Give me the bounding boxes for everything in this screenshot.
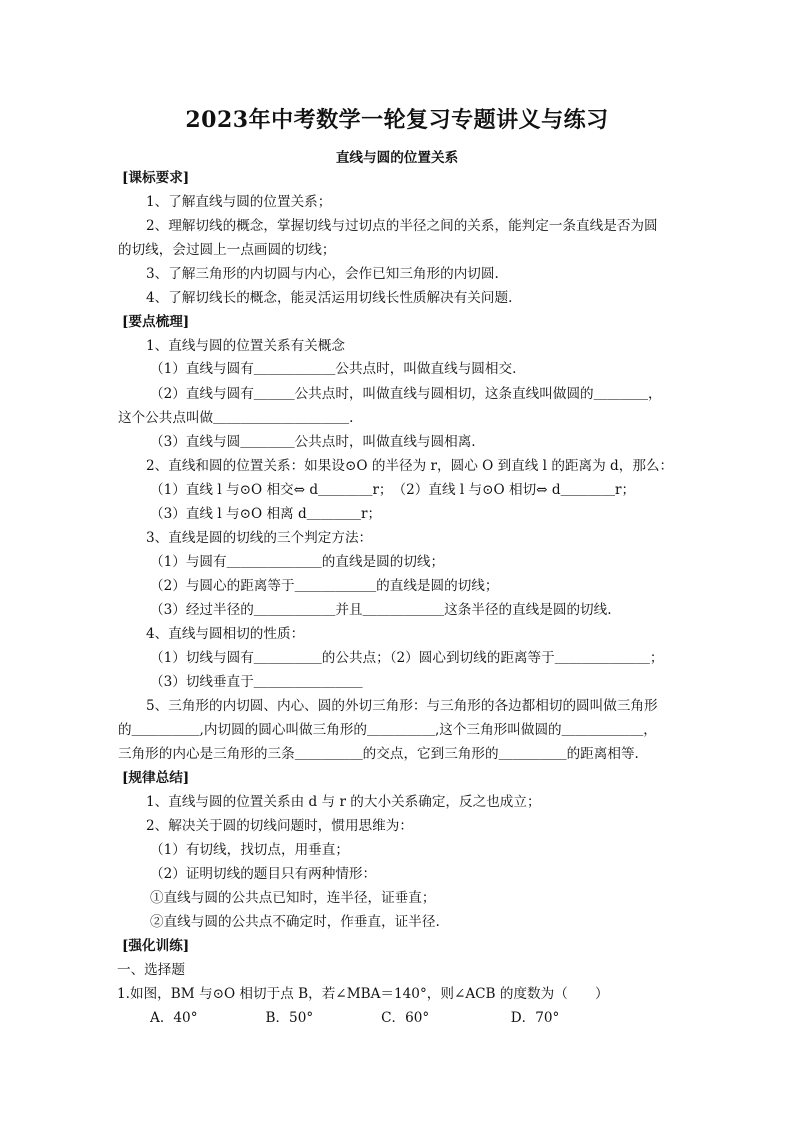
text-line: （1）直线 l 与⊙O 相交⇔ d＿＿＿＿r； （2）直线 l 与⊙O 相切⇔ d＿＿＿＿r； [150, 482, 636, 498]
text-line: （1）切线与圆有＿＿＿＿＿的公共点；（2）圆心到切线的距离等于＿＿＿＿＿＿＿； [150, 650, 664, 666]
document-subtitle: 直线与圆的位置关系 [335, 150, 459, 166]
text-line: 4、了解切线长的概念，能灵活运用切线长性质解决有关问题. [146, 290, 513, 306]
text-line: （1）直线与圆有＿＿＿＿＿＿公共点时，叫做直线与圆相交. [150, 361, 517, 377]
text-line: （1）有切线，找切点，用垂直； [150, 842, 349, 858]
text-line: 三角形的内心是三角形的三条＿＿＿＿＿的交点，它到三角形的＿＿＿＿＿的距离相等. [118, 746, 639, 762]
text-line: 5、三角形的内切圆、内心、圆的外切三角形：与三角形的各边都相切的圆叫做三角形 [146, 698, 658, 714]
text-line: 1、直线与圆的位置关系有关概念 [146, 338, 345, 354]
text-line: （2）与圆心的距离等于＿＿＿＿＿＿的直线是圆的切线； [150, 578, 499, 594]
text-line: 2、解决关于圆的切线问题时，惯用思维为： [146, 818, 413, 834]
section-heading-practice: [强化训练] [122, 938, 190, 954]
text-line: 的＿＿＿＿＿,内切圆的圆心叫做三角形的＿＿＿＿＿,这个三角形叫做圆的＿＿＿＿＿＿， [118, 722, 657, 738]
text-line: （3）直线与圆＿＿＿＿公共点时，叫做直线与圆相离. [150, 434, 476, 450]
section-heading-key-points: [要点梳理] [122, 314, 190, 330]
text-line: （1）与圆有＿＿＿＿＿＿＿的直线是圆的切线； [150, 554, 445, 570]
text-line: （2）直线与圆有＿＿＿公共点时，叫做直线与圆相切，这条直线叫做圆的＿＿＿＿， [150, 386, 662, 402]
text-line: 一、选择题 [117, 962, 185, 978]
question-1-stem: 1.如图，BM 与⊙O 相切于点 B，若∠MBA＝140°，则∠ACB 的度数为（ ） [117, 986, 609, 1002]
text-line: 1、了解直线与圆的位置关系； [146, 194, 332, 210]
document-title: 2023年中考数学一轮复习专题讲义与练习 [185, 107, 609, 133]
text-line: 1、直线与圆的位置关系由 d 与 r 的大小关系确定，反之也成立； [146, 794, 541, 810]
text-line: （2）证明切线的题目只有两种情形： [150, 866, 377, 882]
section-heading-curriculum: [课标要求] [122, 170, 190, 186]
text-line: 这个公共点叫做＿＿＿＿＿＿＿＿＿＿. [118, 410, 354, 426]
text-line: （3）直线 l 与⊙O 相离 d＿＿＿＿r； [150, 506, 382, 522]
text-line: 3、直线是圆的切线的三个判定方法： [146, 530, 373, 546]
text-line: （3）切线垂直于＿＿＿＿＿＿＿＿ [150, 674, 363, 690]
section-heading-summary: [规律总结] [122, 770, 190, 786]
text-line: ①直线与圆的公共点已知时，连半径，证垂直； [150, 890, 436, 906]
text-line: 3、了解三角形的内切圆与内心，会作已知三角形的内切圆. [146, 266, 499, 282]
text-line: ②直线与圆的公共点不确定时，作垂直，证半径. [150, 914, 440, 930]
text-line: 2、理解切线的概念，掌握切线与过切点的半径之间的关系，能判定一条直线是否为圆 [146, 218, 658, 234]
text-line: （3）经过半径的＿＿＿＿＿＿并且＿＿＿＿＿＿这条半径的直线是圆的切线. [150, 602, 612, 618]
text-line: 2、直线和圆的位置关系：如果设⊙O 的半径为 r，圆心 O 到直线 l 的距离为 d，那么： [146, 458, 674, 474]
text-line: 的切线，会过圆上一点画圆的切线； [118, 242, 336, 258]
text-line: 4、直线与圆相切的性质： [146, 626, 305, 642]
question-1-options: A．40° B．50° C．60° D．70° [150, 1010, 560, 1026]
